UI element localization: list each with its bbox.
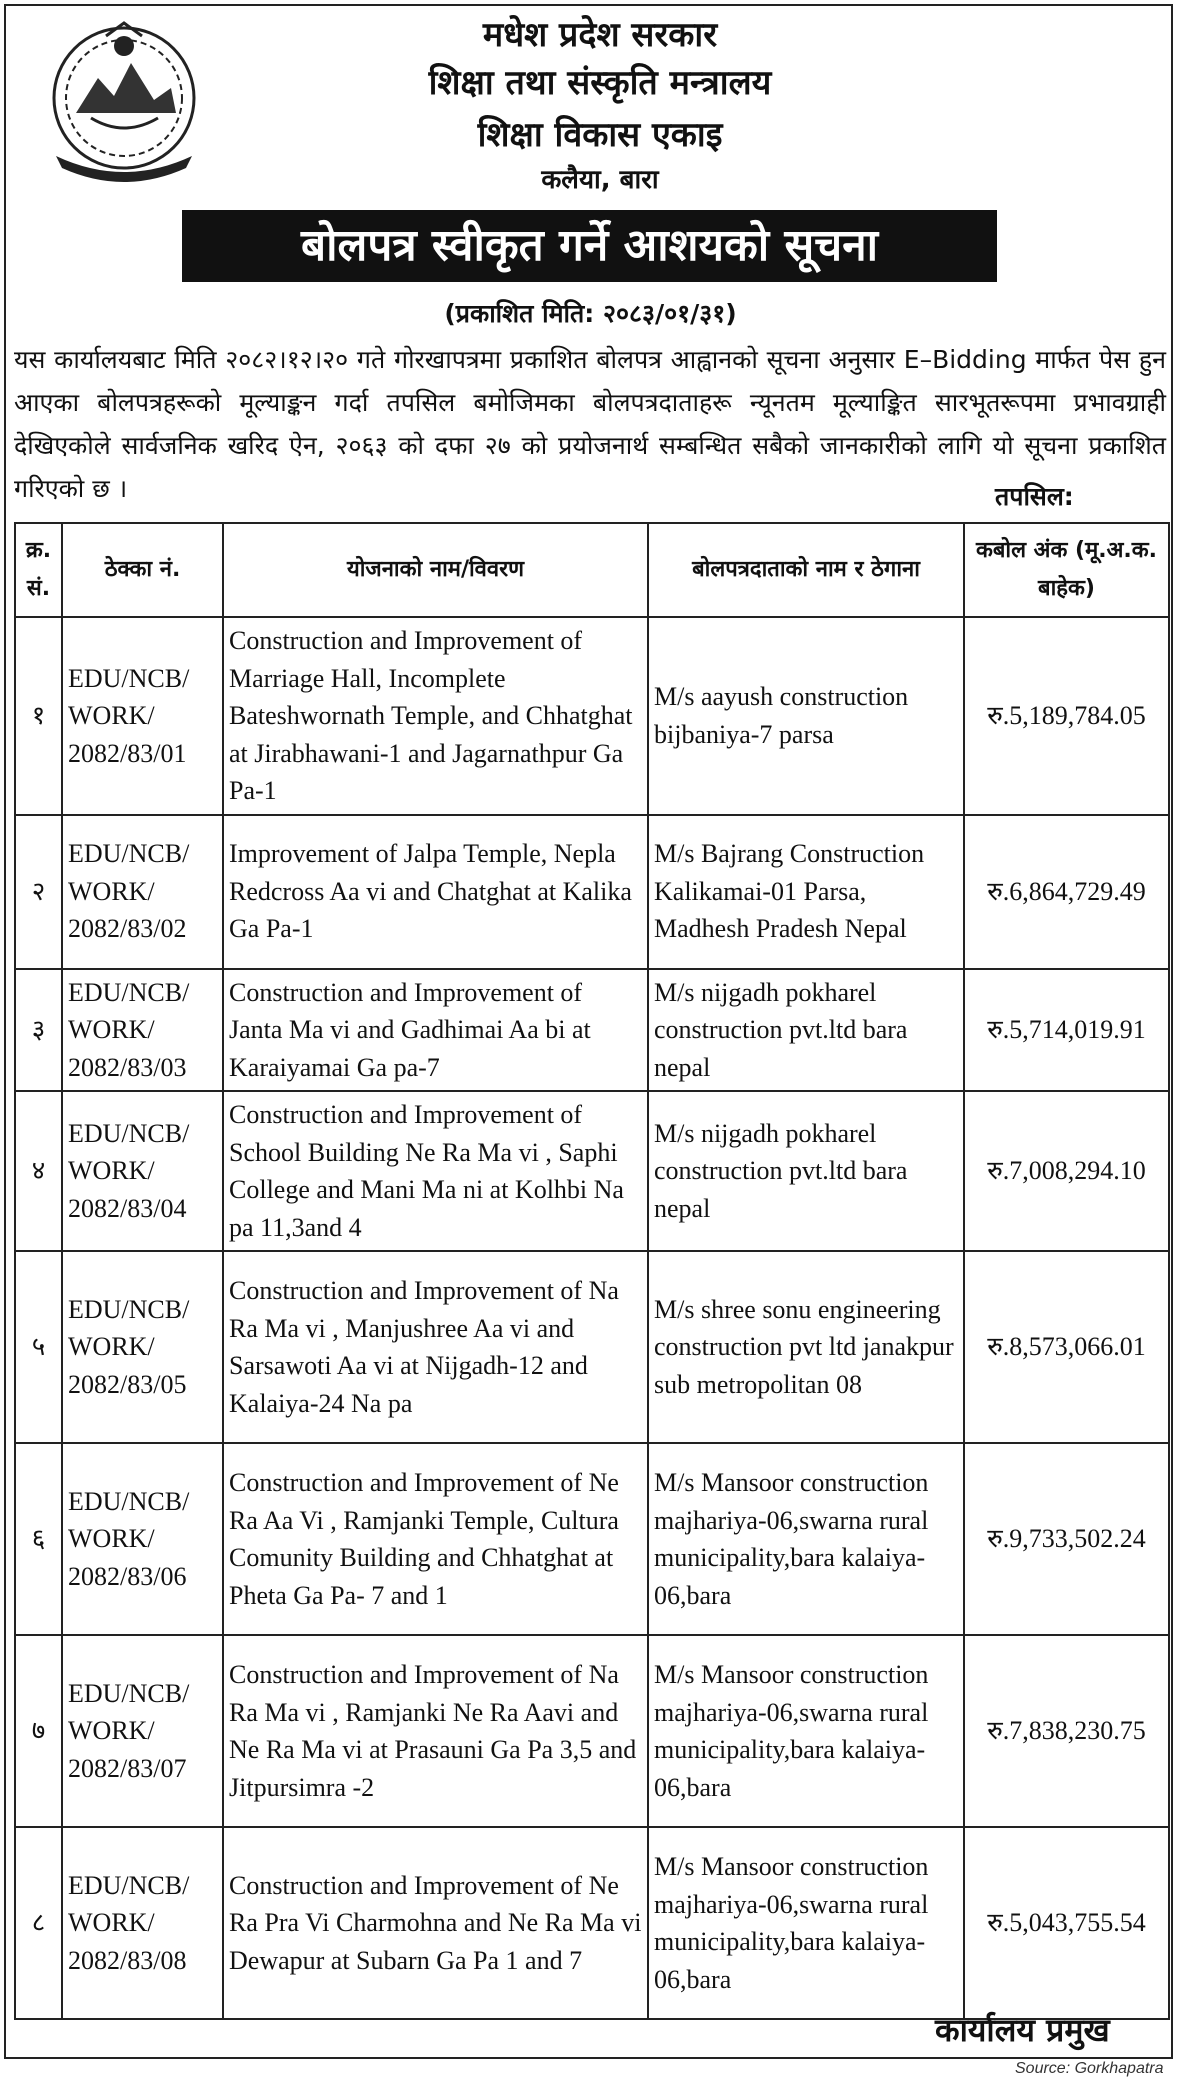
- row-project: Construction and Improvement of Na Ra Ma vi , Manjushree Aa vi and Sarsawoti Aa vi at Nijgadh-12 and Kalaiya-24 Na pa: [223, 1251, 648, 1443]
- row-sn: ७: [15, 1635, 62, 1827]
- row-contract: EDU/NCB/ WORK/ 2082/83/02: [62, 815, 223, 969]
- row-amount: रु.5,043,755.54: [964, 1827, 1169, 2019]
- row-sn: २: [15, 815, 62, 969]
- office-chief-signature: कार्यालय प्रमुख: [935, 2011, 1110, 2049]
- row-contract: EDU/NCB/ WORK/ 2082/83/07: [62, 1635, 223, 1827]
- row-amount: रु.8,573,066.01: [964, 1251, 1169, 1443]
- row-amount: रु.6,864,729.49: [964, 815, 1169, 969]
- row-amount: रु.7,008,294.10: [964, 1091, 1169, 1251]
- nepal-emblem-icon: [36, 18, 212, 188]
- row-contract: EDU/NCB/ WORK/ 2082/83/03: [62, 969, 223, 1092]
- table-row: [15, 1635, 1169, 1827]
- notice-title: बोलपत्र स्वीकृत गर्ने आशयको सूचना: [182, 210, 997, 282]
- header-contract: ठेक्का नं.: [62, 523, 223, 617]
- row-project: Construction and Improvement of Na Ra Ma vi , Ramjanki Ne Ra Aavi and Ne Ra Ma vi at Prasauni Ga Pa 3,5 and Jitpursimra -2: [223, 1635, 648, 1827]
- source-credit: Source: Gorkhapatra: [1015, 2060, 1164, 2077]
- row-sn: ४: [15, 1091, 62, 1251]
- row-bidder: M/s Bajrang Construction Kalikamai-01 Parsa, Madhesh Pradesh Nepal: [648, 815, 964, 969]
- ministry-name: शिक्षा तथा संस्कृति मन्त्रालय: [428, 63, 772, 103]
- row-bidder: M/s nijgadh pokharel construction pvt.ltd bara nepal: [648, 1091, 964, 1251]
- row-amount: रु.9,733,502.24: [964, 1443, 1169, 1635]
- row-contract: EDU/NCB/ WORK/ 2082/83/08: [62, 1827, 223, 2019]
- row-amount: रु.5,189,784.05: [964, 617, 1169, 815]
- row-sn: ६: [15, 1443, 62, 1635]
- table-row: [15, 1827, 1169, 2019]
- table-row: [15, 617, 1169, 815]
- row-amount: रु.5,714,019.91: [964, 969, 1169, 1092]
- row-contract: EDU/NCB/ WORK/ 2082/83/04: [62, 1091, 223, 1251]
- row-bidder: M/s aayush construction bijbaniya-7 parsa: [648, 617, 964, 815]
- table-row: [15, 1091, 1169, 1251]
- row-bidder: M/s shree sonu engineering construction pvt ltd janakpur sub metropolitan 08: [648, 1251, 964, 1443]
- table-row: [15, 815, 1169, 969]
- row-amount: रु.7,838,230.75: [964, 1635, 1169, 1827]
- row-project: Construction and Improvement of Ne Ra Aa Vi , Ramjanki Temple, Cultura Comunity Building and Chhatghat at Pheta Ga Pa- 7 and 1: [223, 1443, 648, 1635]
- row-sn: १: [15, 617, 62, 815]
- table-row: [15, 1443, 1169, 1635]
- schedule-label: तपसिल:: [995, 482, 1074, 511]
- government-name: मधेश प्रदेश सरकार: [482, 15, 718, 55]
- publication-date: (प्रकाशित मिति: २०८३/०१/३१): [444, 299, 737, 328]
- header-sn: क्र. सं.: [15, 523, 62, 617]
- office-location: कलैया, बारा: [541, 165, 659, 195]
- unit-name: शिक्षा विकास एकाइ: [477, 115, 723, 155]
- row-sn: ३: [15, 969, 62, 1092]
- table-row: [15, 969, 1169, 1092]
- table-row: [15, 1251, 1169, 1443]
- header-project: योजनाको नाम/विवरण: [223, 523, 648, 617]
- row-bidder: M/s Mansoor construction majhariya-06,swarna rural municipality,bara kalaiya-06,bara: [648, 1635, 964, 1827]
- row-contract: EDU/NCB/ WORK/ 2082/83/06: [62, 1443, 223, 1635]
- table-header-row: [15, 523, 1169, 617]
- row-project: Construction and Improvement of Ne Ra Pra Vi Charmohna and Ne Ra Ma vi Dewapur at Subarn Ga Pa 1 and 7: [223, 1827, 648, 2019]
- row-bidder: M/s Mansoor construction majhariya-06,swarna rural municipality,bara kalaiya-06,bara: [648, 1827, 964, 2019]
- row-contract: EDU/NCB/ WORK/ 2082/83/05: [62, 1251, 223, 1443]
- row-project: Construction and Improvement of Janta Ma vi and Gadhimai Aa bi at Karaiyamai Ga pa-7: [223, 969, 648, 1092]
- row-bidder: M/s Mansoor construction majhariya-06,swarna rural municipality,bara kalaiya-06,bara: [648, 1443, 964, 1635]
- row-bidder: M/s nijgadh pokharel construction pvt.ltd bara nepal: [648, 969, 964, 1092]
- row-contract: EDU/NCB/ WORK/ 2082/83/01: [62, 617, 223, 815]
- notice-body: यस कार्यालयबाट मिति २०८२।१२।२० गते गोरखापत्रमा प्रकाशित बोलपत्र आह्वानको सूचना अनुसार E–Bidding मार्फत पेस हुन आएका बोलपत्रहरूको मूल्याङ्कन गर्दा तपसिल बमोजिमका बोलपत्रदाताहरू न्यूनतम मूल्याङ्कित सारभूतरूपमा प्रभावग्राही देखिएकोले सार्वजनिक खरिद ऐन, २०६३ को दफा २७ को प्रयोजनार्थ सम्बन्धित सबैको जानकारीको लागि यो सूचना प्रकाशित गरिएको छ ।: [14, 345, 1166, 503]
- row-project: Construction and Improvement of School Building Ne Ra Ma vi , Saphi College and Mani Ma ni at Kolhbi Na pa 11,3and 4: [223, 1091, 648, 1251]
- row-project: Improvement of Jalpa Temple, Nepla Redcross Aa vi and Chatghat at Kalika Ga Pa-1: [223, 815, 648, 969]
- bid-table: [14, 522, 1170, 2020]
- row-project: Construction and Improvement of Marriage Hall, Incomplete Bateshwornath Temple, and Chhatghat at Jirabhawani-1 and Jagarnathpur Ga Pa-1: [223, 617, 648, 815]
- header-amount: कबोल अंक (मू.अ.क. बाहेक): [964, 523, 1169, 617]
- header-bidder: बोलपत्रदाताको नाम र ठेगाना: [648, 523, 964, 617]
- row-sn: ८: [15, 1827, 62, 2019]
- row-sn: ५: [15, 1251, 62, 1443]
